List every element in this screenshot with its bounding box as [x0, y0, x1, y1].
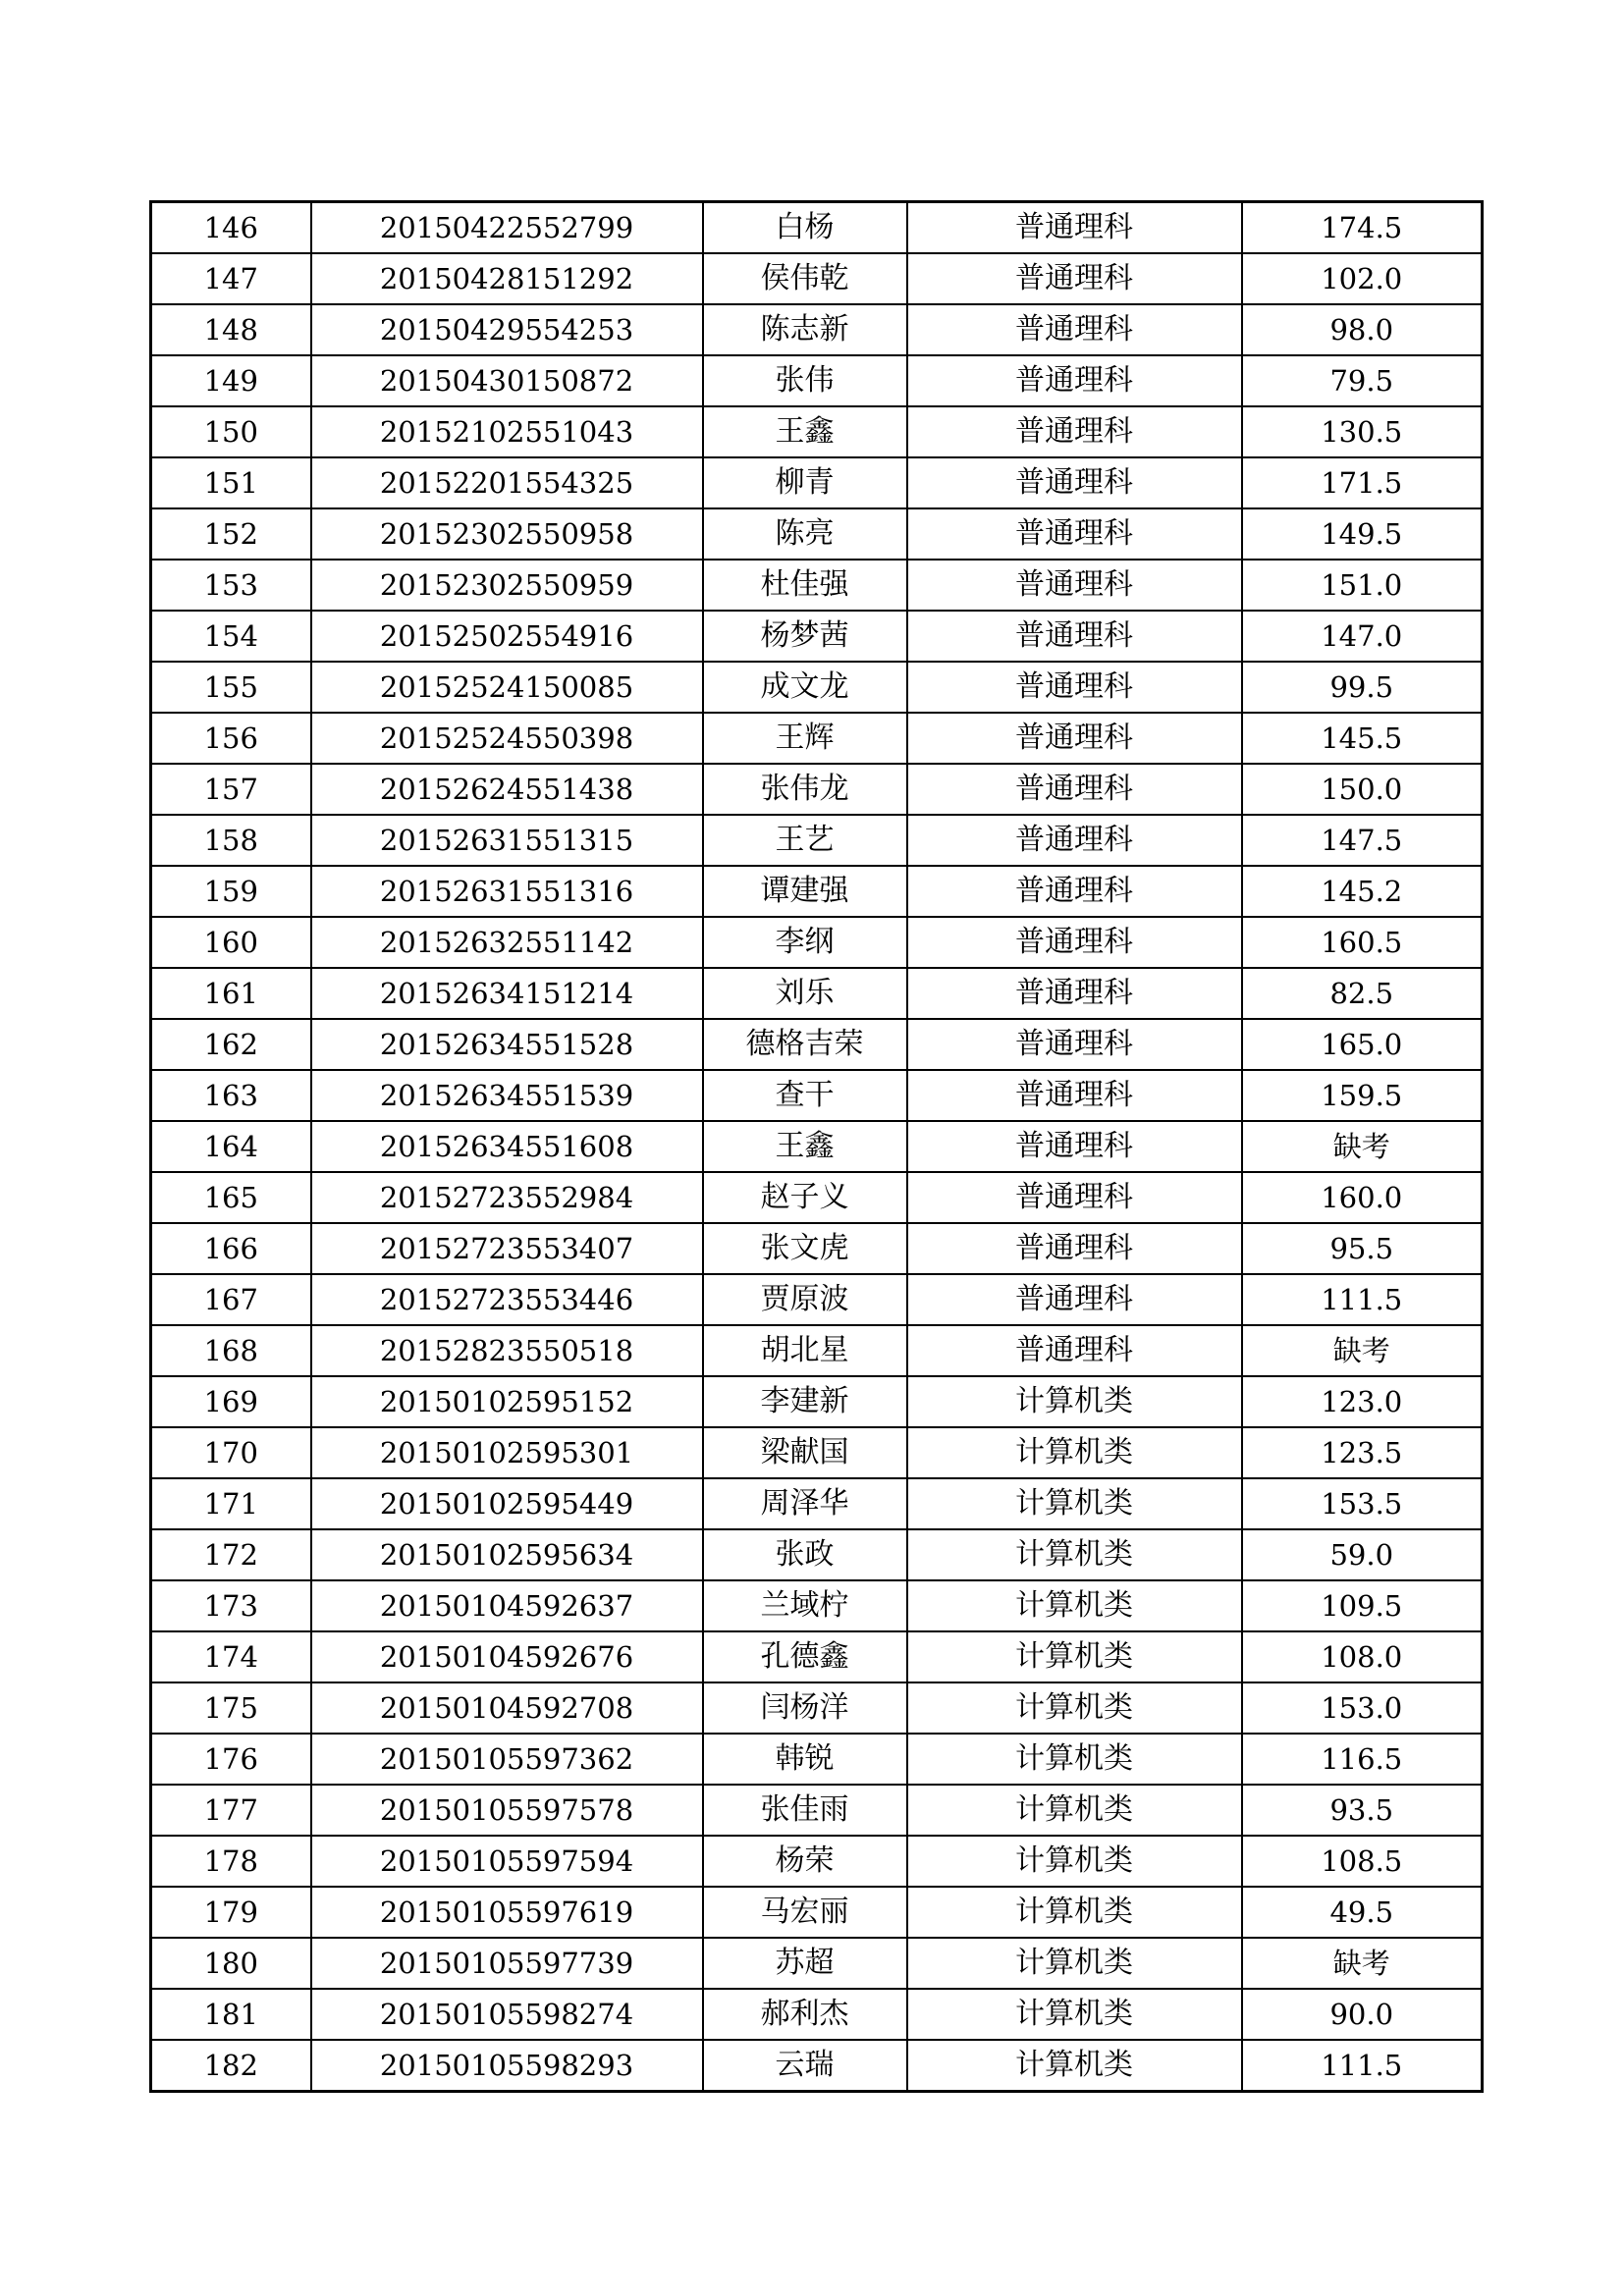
student-name-cell: 王鑫 [703, 1121, 907, 1172]
category-cell: 普通理科 [907, 508, 1242, 560]
category-cell: 普通理科 [907, 611, 1242, 662]
category-cell: 普通理科 [907, 713, 1242, 764]
row-number-cell: 166 [151, 1223, 311, 1274]
student-name-cell: 杨荣 [703, 1836, 907, 1887]
student-name-cell: 张文虎 [703, 1223, 907, 1274]
score-cell: 59.0 [1242, 1529, 1483, 1580]
student-name-cell: 陈志新 [703, 304, 907, 355]
category-cell: 计算机类 [907, 1836, 1242, 1887]
table-row [151, 1989, 1483, 2040]
score-cell: 116.5 [1242, 1734, 1483, 1785]
row-number-cell: 164 [151, 1121, 311, 1172]
exam-id-cell: 20152524150085 [311, 662, 703, 713]
table-row [151, 815, 1483, 866]
category-cell: 计算机类 [907, 1478, 1242, 1529]
score-cell: 99.5 [1242, 662, 1483, 713]
row-number-cell: 171 [151, 1478, 311, 1529]
score-cell: 160.5 [1242, 917, 1483, 968]
category-cell: 普通理科 [907, 406, 1242, 457]
student-name-cell: 闫杨洋 [703, 1682, 907, 1734]
table-row [151, 968, 1483, 1019]
table-row [151, 713, 1483, 764]
row-number-cell: 151 [151, 457, 311, 508]
table-row [151, 508, 1483, 560]
table-row [151, 457, 1483, 508]
category-cell: 计算机类 [907, 1887, 1242, 1938]
exam-id-cell: 20152634551528 [311, 1019, 703, 1070]
row-number-cell: 163 [151, 1070, 311, 1121]
exam-id-cell: 20152723553446 [311, 1274, 703, 1325]
exam-id-cell: 20152634151214 [311, 968, 703, 1019]
row-number-cell: 156 [151, 713, 311, 764]
student-name-cell: 郝利杰 [703, 1989, 907, 2040]
row-number-cell: 162 [151, 1019, 311, 1070]
row-number-cell: 169 [151, 1376, 311, 1427]
score-cell: 123.5 [1242, 1427, 1483, 1478]
category-cell: 计算机类 [907, 1529, 1242, 1580]
student-name-cell: 白杨 [703, 202, 907, 254]
student-name-cell: 兰域柠 [703, 1580, 907, 1631]
category-cell: 普通理科 [907, 1223, 1242, 1274]
category-cell: 计算机类 [907, 1989, 1242, 2040]
exam-id-cell: 20150422552799 [311, 202, 703, 254]
table-row [151, 917, 1483, 968]
student-name-cell: 王鑫 [703, 406, 907, 457]
category-cell: 普通理科 [907, 917, 1242, 968]
table-row [151, 560, 1483, 611]
row-number-cell: 176 [151, 1734, 311, 1785]
table-row [151, 1376, 1483, 1427]
table-row [151, 202, 1483, 254]
exam-id-cell: 20152723552984 [311, 1172, 703, 1223]
exam-id-cell: 20150429554253 [311, 304, 703, 355]
table-row [151, 1785, 1483, 1836]
student-name-cell: 张伟 [703, 355, 907, 406]
table-row [151, 1836, 1483, 1887]
student-name-cell: 贾原波 [703, 1274, 907, 1325]
score-table [149, 200, 1484, 2093]
row-number-cell: 181 [151, 1989, 311, 2040]
student-name-cell: 陈亮 [703, 508, 907, 560]
score-cell: 111.5 [1242, 2040, 1483, 2092]
row-number-cell: 179 [151, 1887, 311, 1938]
score-cell: 缺考 [1242, 1938, 1483, 1989]
student-name-cell: 云瑞 [703, 2040, 907, 2092]
exam-id-cell: 20150102595634 [311, 1529, 703, 1580]
student-name-cell: 谭建强 [703, 866, 907, 917]
row-number-cell: 161 [151, 968, 311, 1019]
table-row [151, 1325, 1483, 1376]
table-row [151, 1172, 1483, 1223]
row-number-cell: 152 [151, 508, 311, 560]
score-cell: 160.0 [1242, 1172, 1483, 1223]
table-row [151, 1478, 1483, 1529]
table-row [151, 406, 1483, 457]
student-name-cell: 韩锐 [703, 1734, 907, 1785]
score-cell: 149.5 [1242, 508, 1483, 560]
student-name-cell: 查干 [703, 1070, 907, 1121]
row-number-cell: 153 [151, 560, 311, 611]
table-row [151, 253, 1483, 304]
table-row [151, 1427, 1483, 1478]
score-cell: 123.0 [1242, 1376, 1483, 1427]
score-cell: 147.0 [1242, 611, 1483, 662]
student-name-cell: 苏超 [703, 1938, 907, 1989]
row-number-cell: 168 [151, 1325, 311, 1376]
score-cell: 缺考 [1242, 1325, 1483, 1376]
table-row [151, 662, 1483, 713]
score-cell: 102.0 [1242, 253, 1483, 304]
row-number-cell: 146 [151, 202, 311, 254]
row-number-cell: 155 [151, 662, 311, 713]
student-name-cell: 杨梦茜 [703, 611, 907, 662]
exam-id-cell: 20150104592637 [311, 1580, 703, 1631]
score-cell: 111.5 [1242, 1274, 1483, 1325]
score-cell: 174.5 [1242, 202, 1483, 254]
category-cell: 普通理科 [907, 1121, 1242, 1172]
category-cell: 计算机类 [907, 1734, 1242, 1785]
row-number-cell: 174 [151, 1631, 311, 1682]
exam-id-cell: 20152723553407 [311, 1223, 703, 1274]
row-number-cell: 165 [151, 1172, 311, 1223]
score-cell: 159.5 [1242, 1070, 1483, 1121]
exam-id-cell: 20150102595301 [311, 1427, 703, 1478]
table-row [151, 355, 1483, 406]
score-cell: 108.0 [1242, 1631, 1483, 1682]
score-cell: 151.0 [1242, 560, 1483, 611]
exam-id-cell: 20152302550959 [311, 560, 703, 611]
row-number-cell: 157 [151, 764, 311, 815]
table-row [151, 1938, 1483, 1989]
score-cell: 153.5 [1242, 1478, 1483, 1529]
category-cell: 普通理科 [907, 304, 1242, 355]
category-cell: 普通理科 [907, 815, 1242, 866]
student-name-cell: 胡北星 [703, 1325, 907, 1376]
score-cell: 150.0 [1242, 764, 1483, 815]
row-number-cell: 147 [151, 253, 311, 304]
table-row [151, 1887, 1483, 1938]
row-number-cell: 158 [151, 815, 311, 866]
row-number-cell: 148 [151, 304, 311, 355]
category-cell: 普通理科 [907, 662, 1242, 713]
exam-id-cell: 20150105597594 [311, 1836, 703, 1887]
score-cell: 165.0 [1242, 1019, 1483, 1070]
score-cell: 130.5 [1242, 406, 1483, 457]
category-cell: 普通理科 [907, 1274, 1242, 1325]
student-name-cell: 柳青 [703, 457, 907, 508]
table-row [151, 2040, 1483, 2092]
category-cell: 普通理科 [907, 866, 1242, 917]
row-number-cell: 175 [151, 1682, 311, 1734]
category-cell: 普通理科 [907, 1325, 1242, 1376]
category-cell: 普通理科 [907, 1172, 1242, 1223]
student-name-cell: 侯伟乾 [703, 253, 907, 304]
student-name-cell: 李纲 [703, 917, 907, 968]
student-name-cell: 王辉 [703, 713, 907, 764]
row-number-cell: 182 [151, 2040, 311, 2092]
row-number-cell: 170 [151, 1427, 311, 1478]
row-number-cell: 178 [151, 1836, 311, 1887]
student-name-cell: 刘乐 [703, 968, 907, 1019]
category-cell: 普通理科 [907, 202, 1242, 254]
student-name-cell: 李建新 [703, 1376, 907, 1427]
exam-id-cell: 20152631551316 [311, 866, 703, 917]
category-cell: 计算机类 [907, 1427, 1242, 1478]
exam-id-cell: 20150105597739 [311, 1938, 703, 1989]
row-number-cell: 150 [151, 406, 311, 457]
exam-id-cell: 20152631551315 [311, 815, 703, 866]
category-cell: 普通理科 [907, 253, 1242, 304]
table-row [151, 1734, 1483, 1785]
student-name-cell: 孔德鑫 [703, 1631, 907, 1682]
category-cell: 普通理科 [907, 1019, 1242, 1070]
table-row [151, 1121, 1483, 1172]
student-name-cell: 马宏丽 [703, 1887, 907, 1938]
table-row [151, 764, 1483, 815]
category-cell: 计算机类 [907, 2040, 1242, 2092]
score-cell: 95.5 [1242, 1223, 1483, 1274]
row-number-cell: 180 [151, 1938, 311, 1989]
score-cell: 缺考 [1242, 1121, 1483, 1172]
score-cell: 145.2 [1242, 866, 1483, 917]
category-cell: 计算机类 [907, 1376, 1242, 1427]
student-name-cell: 赵子义 [703, 1172, 907, 1223]
category-cell: 普通理科 [907, 355, 1242, 406]
score-cell: 153.0 [1242, 1682, 1483, 1734]
exam-id-cell: 20152502554916 [311, 611, 703, 662]
exam-id-cell: 20150102595152 [311, 1376, 703, 1427]
exam-id-cell: 20150105598274 [311, 1989, 703, 2040]
exam-id-cell: 20150105597619 [311, 1887, 703, 1938]
category-cell: 计算机类 [907, 1938, 1242, 1989]
score-table-body [151, 202, 1483, 2092]
category-cell: 计算机类 [907, 1682, 1242, 1734]
exam-id-cell: 20152634551608 [311, 1121, 703, 1172]
table-row [151, 1274, 1483, 1325]
score-cell: 109.5 [1242, 1580, 1483, 1631]
exam-id-cell: 20152624551438 [311, 764, 703, 815]
student-name-cell: 梁献国 [703, 1427, 907, 1478]
score-cell: 49.5 [1242, 1887, 1483, 1938]
exam-id-cell: 20150104592708 [311, 1682, 703, 1734]
score-cell: 79.5 [1242, 355, 1483, 406]
table-row [151, 1631, 1483, 1682]
score-cell: 145.5 [1242, 713, 1483, 764]
score-cell: 82.5 [1242, 968, 1483, 1019]
category-cell: 计算机类 [907, 1580, 1242, 1631]
exam-id-cell: 20150102595449 [311, 1478, 703, 1529]
student-name-cell: 张政 [703, 1529, 907, 1580]
row-number-cell: 159 [151, 866, 311, 917]
student-name-cell: 张伟龙 [703, 764, 907, 815]
table-row [151, 866, 1483, 917]
score-cell: 108.5 [1242, 1836, 1483, 1887]
category-cell: 普通理科 [907, 1070, 1242, 1121]
exam-id-cell: 20152632551142 [311, 917, 703, 968]
score-cell: 93.5 [1242, 1785, 1483, 1836]
row-number-cell: 154 [151, 611, 311, 662]
category-cell: 计算机类 [907, 1785, 1242, 1836]
row-number-cell: 177 [151, 1785, 311, 1836]
exam-id-cell: 20150105598293 [311, 2040, 703, 2092]
table-row [151, 1682, 1483, 1734]
table-row [151, 1580, 1483, 1631]
row-number-cell: 167 [151, 1274, 311, 1325]
table-row [151, 1223, 1483, 1274]
row-number-cell: 149 [151, 355, 311, 406]
exam-id-cell: 20152302550958 [311, 508, 703, 560]
score-cell: 90.0 [1242, 1989, 1483, 2040]
student-name-cell: 张佳雨 [703, 1785, 907, 1836]
exam-id-cell: 20150428151292 [311, 253, 703, 304]
row-number-cell: 173 [151, 1580, 311, 1631]
score-cell: 98.0 [1242, 304, 1483, 355]
exam-id-cell: 20152524550398 [311, 713, 703, 764]
table-row [151, 1019, 1483, 1070]
exam-id-cell: 20150430150872 [311, 355, 703, 406]
category-cell: 普通理科 [907, 560, 1242, 611]
student-name-cell: 杜佳强 [703, 560, 907, 611]
category-cell: 计算机类 [907, 1631, 1242, 1682]
category-cell: 普通理科 [907, 457, 1242, 508]
student-name-cell: 王艺 [703, 815, 907, 866]
category-cell: 普通理科 [907, 764, 1242, 815]
student-name-cell: 德格吉荣 [703, 1019, 907, 1070]
student-name-cell: 周泽华 [703, 1478, 907, 1529]
table-row [151, 1070, 1483, 1121]
exam-id-cell: 20150104592676 [311, 1631, 703, 1682]
category-cell: 普通理科 [907, 968, 1242, 1019]
row-number-cell: 172 [151, 1529, 311, 1580]
exam-id-cell: 20152102551043 [311, 406, 703, 457]
exam-id-cell: 20152634551539 [311, 1070, 703, 1121]
exam-id-cell: 20150105597578 [311, 1785, 703, 1836]
student-name-cell: 成文龙 [703, 662, 907, 713]
table-row [151, 611, 1483, 662]
score-cell: 171.5 [1242, 457, 1483, 508]
exam-id-cell: 20152201554325 [311, 457, 703, 508]
exam-id-cell: 20152823550518 [311, 1325, 703, 1376]
exam-id-cell: 20150105597362 [311, 1734, 703, 1785]
row-number-cell: 160 [151, 917, 311, 968]
table-row [151, 1529, 1483, 1580]
table-row [151, 304, 1483, 355]
score-cell: 147.5 [1242, 815, 1483, 866]
